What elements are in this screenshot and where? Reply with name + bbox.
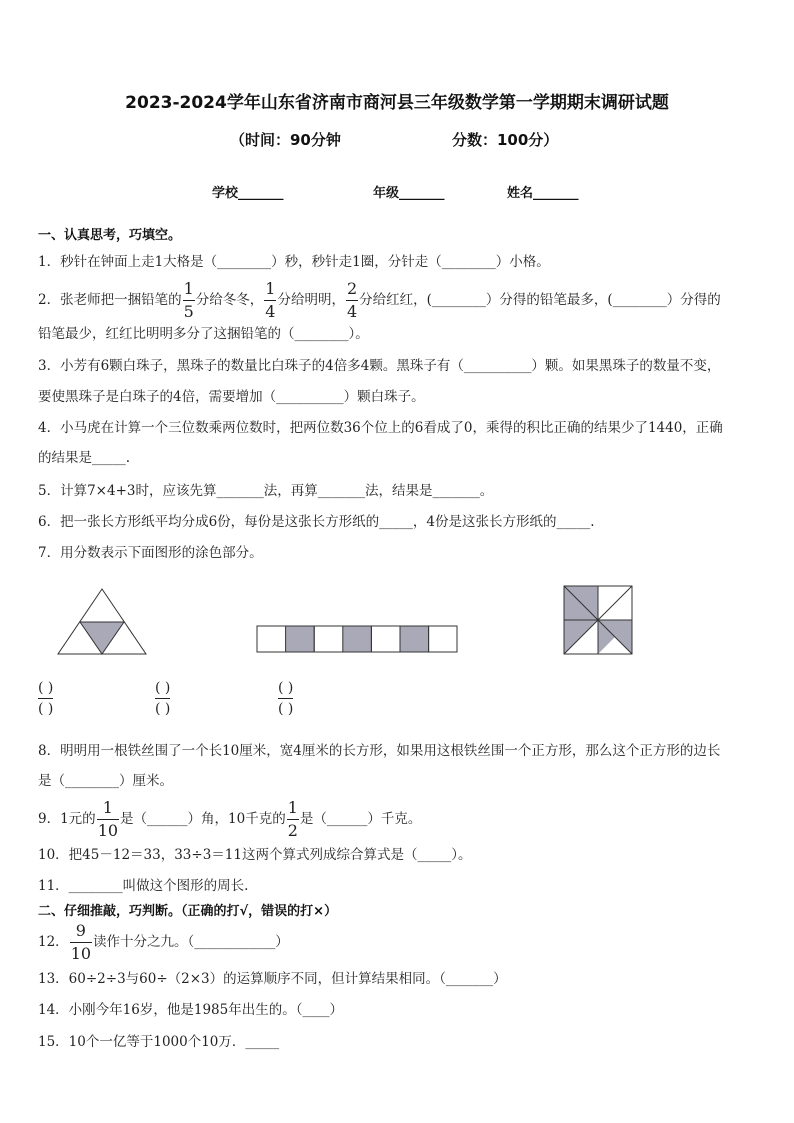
answer-2-denominator: ( ) (155, 701, 171, 717)
q2-f3-den: 4 (346, 302, 358, 321)
triangle-figure (55, 586, 155, 658)
q2-fraction-3 (346, 278, 358, 323)
q2-f2-num: 1 (264, 278, 276, 301)
q2-f3-num: 2 (346, 278, 358, 301)
q2-text-c: 分给明明， (277, 292, 345, 308)
question-4-line-1: 4．小马虎在计算一个三位数乘两位数时，把两位数36个位上的6看成了0，乘得的积比正确的结果少了1440，正确 (38, 420, 723, 436)
square-figure (563, 585, 635, 657)
q2-f2-den: 4 (265, 302, 276, 321)
section-2-heading: 二、仔细推敲，巧判断。（正确的打√，错误的打×） (38, 904, 338, 919)
question-13: 13．60÷2÷3与60÷（2×3）的运算顺序不同，但计算结果相同。（_______） (38, 971, 507, 987)
answer-1-denominator: ( ) (38, 701, 54, 717)
q12-fraction (70, 920, 92, 965)
question-10: 10．把45－12＝33，33÷3＝11这两个算式列成综合算式是（_____）。 (38, 847, 472, 863)
q12-den: 10 (70, 944, 92, 963)
q9-f1-num: 1 (97, 797, 119, 820)
question-7: 7．用分数表示下面图形的涂色部分。 (38, 545, 263, 561)
question-5: 5．计算7×4+3时，应该先算_______法，再算_______法，结果是_______。 (38, 483, 494, 499)
q9-f2-num: 1 (287, 797, 299, 820)
q9-text-b: 是（______）角，10千克的 (120, 811, 286, 827)
section-1-heading: 一、认真思考，巧填空。 (38, 228, 182, 243)
question-3-line-2: 要使黑珠子是白珠子的4倍，需要增加（__________）颗白珠子。 (38, 389, 425, 405)
q9-fraction-2 (287, 797, 299, 842)
question-8-line-2: 是（________）厘米。 (38, 773, 173, 789)
q9-f2-den: 2 (287, 821, 298, 840)
q12-num: 9 (70, 920, 92, 943)
q9-text-a: 9．1元的 (38, 811, 96, 827)
q2-text-b: 分给冬冬， (195, 292, 264, 308)
answer-1-numerator: ( ) (38, 678, 53, 699)
q9-f1-den: 10 (97, 821, 119, 840)
strip-figure (256, 625, 460, 655)
question-2-line-2: 铅笔最少，红红比明明多分了这捆铅笔的（________）。 (38, 326, 369, 342)
grade-field: 年级_______ (373, 186, 445, 201)
q9-text-c: 是（______）千克。 (299, 811, 422, 827)
question-12 (38, 920, 289, 965)
q2-fraction-1 (183, 278, 195, 323)
school-field: 学校_______ (212, 186, 284, 201)
question-11: 11．________叫做这个图形的周长. (38, 878, 249, 894)
question-3-line-1: 3．小芳有6颗白珠子，黑珠子的数量比白珠子的4倍多4颗。黑珠子有（__________）颗。如果黑珠子的数量不变， (38, 358, 721, 374)
q2-f1-num: 1 (183, 278, 195, 301)
q12-prefix: 12． (38, 934, 69, 950)
q2-f1-den: 5 (183, 302, 194, 321)
question-15: 15．10个一亿等于1000个10万．_____ (38, 1034, 280, 1050)
q12-text: 读作十分之九。（____________） (93, 934, 289, 950)
q2-fraction-2 (264, 278, 276, 323)
question-1: 1．秒针在钟面上走1大格是（________）秒，秒针走1圈，分针走（________）小格。 (38, 254, 550, 270)
question-9 (38, 797, 421, 842)
answer-3-denominator: ( ) (278, 701, 294, 717)
q2-text-e: 分给红红，(________）分得的铅笔最多，(________）分得的 (359, 292, 721, 308)
answer-fraction-1[interactable] (38, 678, 53, 719)
question-4-line-2: 的结果是_____. (38, 450, 131, 466)
question-6: 6．把一张长方形纸平均分成6份，每份是这张长方形纸的_____，4份是这张长方形纸的_____. (38, 514, 595, 530)
answer-fraction-3[interactable] (278, 678, 293, 719)
question-8-line-1: 8．明明用一根铁丝围了一个长10厘米，宽4厘米的长方形，如果用这根铁丝围一个正方形，那么这个正方形的边长 (38, 743, 721, 759)
page-title: 2023-2024学年山东省济南市商河县三年级数学第一学期期末调研试题 (125, 93, 669, 113)
exam-score: 分数：100分） (452, 131, 559, 149)
name-field: 姓名_______ (507, 186, 579, 201)
question-2 (38, 278, 721, 323)
answer-fraction-2[interactable] (155, 678, 170, 719)
answer-3-numerator: ( ) (278, 678, 293, 699)
answer-2-numerator: ( ) (155, 678, 170, 699)
exam-time: （时间：90分钟 (230, 131, 341, 149)
q2-text-a: 2．张老师把一捆铅笔的 (38, 292, 182, 308)
question-14: 14．小刚今年16岁，他是1985年出生的。（____） (38, 1002, 343, 1018)
q9-fraction-1 (97, 797, 119, 842)
